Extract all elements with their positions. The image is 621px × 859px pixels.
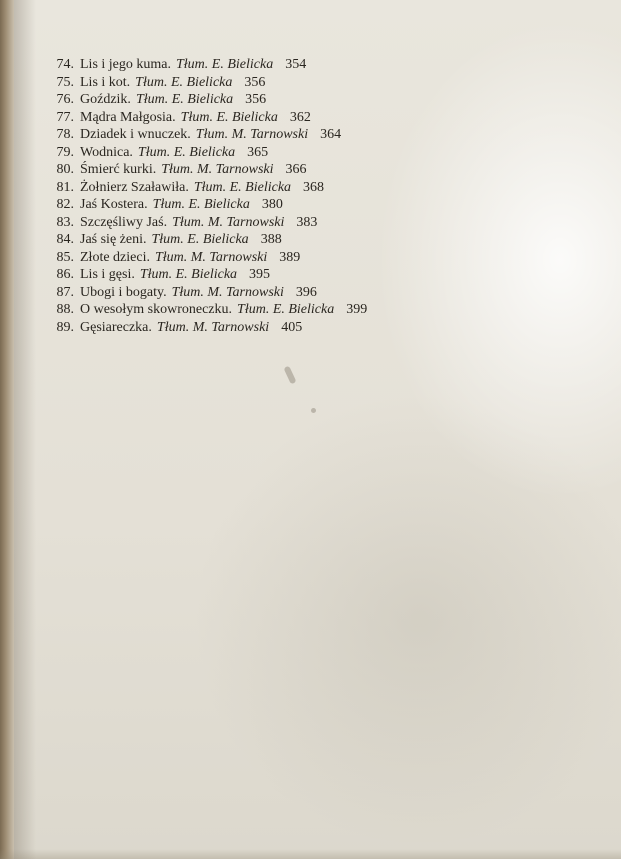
toc-entry-page: 356 — [245, 92, 267, 107]
toc-entry-number: 80. — [56, 162, 74, 177]
toc-entry-title: Szczęśliwy Jaś. — [80, 214, 168, 230]
toc-entry-title: Ubogi i bogaty. — [80, 284, 167, 300]
toc-entry — [44, 196, 604, 214]
toc-entry-translator: Tłum. E. Bielicka — [135, 92, 234, 107]
toc-entry — [44, 249, 604, 267]
toc-entry-number: 87. — [56, 284, 74, 300]
toc-entry-translator: Tłum. M. Tarnowski — [195, 127, 309, 142]
toc-entry-translator: Tłum. M. Tarnowski — [154, 249, 268, 265]
page-bottom-edge — [0, 849, 621, 859]
toc-entry-number: 75. — [56, 74, 74, 90]
toc-entry-number: 86. — [56, 267, 74, 282]
toc-entry-title: Dziadek i wnuczek. — [80, 127, 191, 142]
toc-entry-translator: Tłum. M. Tarnowski — [161, 162, 274, 177]
toc-entry-title: Złote dzieci. — [80, 249, 150, 265]
toc-entry-title: Śmierć kurki. — [80, 162, 157, 177]
toc-entry — [44, 161, 604, 179]
toc-entry-title: Jaś Kostera. — [80, 197, 148, 212]
toc-entry — [44, 231, 604, 249]
toc-entry-page: 380 — [261, 197, 283, 212]
toc-entry-number: 77. — [56, 109, 74, 125]
toc-entry-page: 388 — [260, 232, 282, 247]
toc-entry-page: 383 — [296, 214, 318, 230]
toc-entry-translator: Tłum. E. Bielicka — [237, 302, 335, 317]
toc-entry — [44, 319, 604, 337]
toc-entry — [44, 74, 604, 92]
toc-entry — [44, 214, 604, 232]
book-spine — [0, 0, 14, 859]
toc-entry-title: Wodnica. — [80, 144, 133, 160]
toc-entry-page: 365 — [247, 144, 269, 160]
toc-entry-page: 405 — [281, 319, 303, 335]
toc-entry — [44, 266, 604, 284]
toc-entry-translator: Tłum. E. Bielicka — [139, 267, 238, 282]
toc-entry-translator: Tłum. E. Bielicka — [137, 144, 236, 160]
toc-entry-page: 354 — [285, 57, 307, 72]
toc-entry-number: 88. — [56, 302, 74, 317]
toc-entry-number: 76. — [56, 92, 74, 107]
toc-entry-title: Lis i kot. — [80, 74, 131, 90]
toc-entry-page: 389 — [279, 249, 301, 265]
toc-entry-translator: Tłum. E. Bielicka — [176, 57, 274, 72]
toc-entry — [44, 301, 604, 319]
toc-entry — [44, 144, 604, 162]
toc-entry-number: 89. — [56, 319, 74, 335]
toc-entry-number: 83. — [56, 214, 74, 230]
toc-entry-title: O wesołym skowroneczku. — [80, 302, 233, 317]
toc-entry-title: Jaś się żeni. — [80, 232, 147, 247]
toc-entry-number: 78. — [56, 127, 74, 142]
toc-entry-page: 395 — [249, 267, 271, 282]
toc-entry-title: Lis i gęsi. — [80, 267, 135, 282]
toc-entry-title: Gęsiareczka. — [80, 319, 152, 335]
toc-entry — [44, 126, 604, 144]
toc-entry-number: 82. — [56, 197, 74, 212]
toc-entry-number: 81. — [56, 179, 74, 195]
toc-entry-page: 396 — [295, 284, 317, 300]
toc-entry — [44, 179, 604, 197]
toc-entry-number: 84. — [56, 232, 74, 247]
toc-entry-number: 74. — [56, 57, 74, 72]
toc-entry-translator: Tłum. M. Tarnowski — [172, 214, 285, 230]
ink-speck — [311, 408, 316, 413]
toc-entry-translator: Tłum. E. Bielicka — [151, 232, 249, 247]
ink-smudge — [283, 366, 296, 385]
toc-entry-page: 368 — [303, 179, 325, 195]
toc-entry-translator: Tłum. E. Bielicka — [152, 197, 250, 212]
toc-entry-page: 399 — [346, 302, 368, 317]
toc-entry-translator: Tłum. E. Bielicka — [135, 74, 233, 90]
toc-entry — [44, 91, 604, 109]
toc-entry-title: Lis i jego kuma. — [80, 57, 171, 72]
toc-entry-number: 79. — [56, 144, 74, 160]
toc-entry-page: 366 — [285, 162, 307, 177]
toc-entry-title: Mądra Małgosia. — [80, 109, 176, 125]
toc-entry — [44, 56, 604, 74]
toc-entry-number: 85. — [56, 249, 74, 265]
toc-entry-page: 364 — [320, 127, 342, 142]
toc-entry-title: Żołnierz Szaławiła. — [80, 179, 189, 195]
toc-entry — [44, 284, 604, 302]
spine-shadow — [14, 0, 36, 859]
toc-entry — [44, 109, 604, 127]
toc-entry-translator: Tłum. M. Tarnowski — [171, 284, 284, 300]
toc-entry-page: 356 — [244, 74, 266, 90]
table-of-contents — [44, 56, 604, 336]
toc-entry-translator: Tłum. M. Tarnowski — [156, 319, 270, 335]
toc-entry-page: 362 — [289, 109, 311, 125]
toc-entry-translator: Tłum. E. Bielicka — [193, 179, 292, 195]
toc-entry-translator: Tłum. E. Bielicka — [180, 109, 278, 125]
toc-entry-title: Goździk. — [80, 92, 131, 107]
